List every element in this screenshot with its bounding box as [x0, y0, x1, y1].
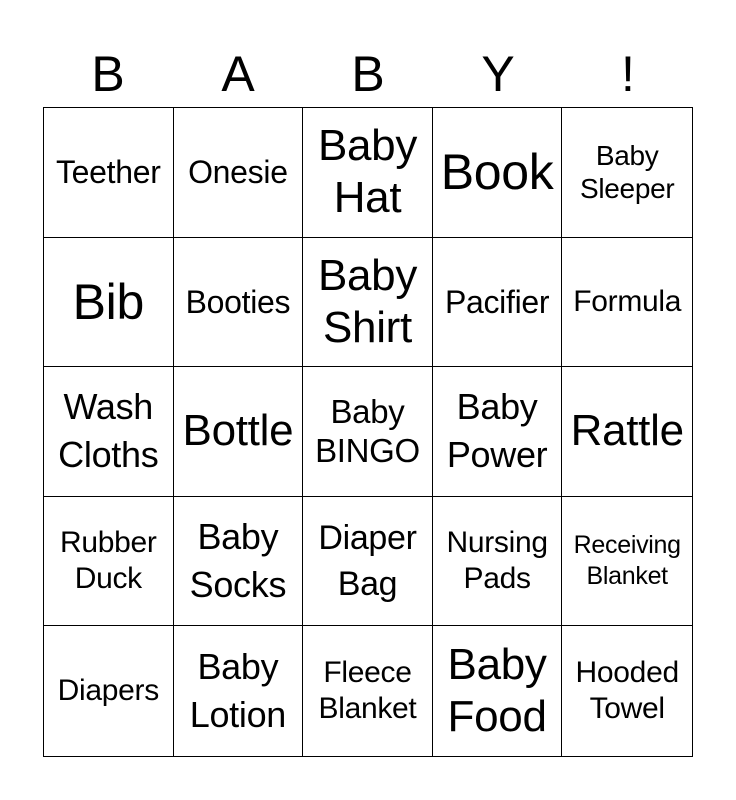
cell-label: Wash Cloths	[58, 386, 159, 476]
cell-label: Book	[440, 144, 554, 201]
header-letter-b1: B	[91, 46, 125, 102]
cell-label: Formula	[573, 284, 682, 318]
bingo-cell[interactable]	[562, 238, 692, 368]
cell-label: Diapers	[57, 674, 159, 708]
cell-label: Pacifier	[444, 283, 550, 320]
cell-label: Rattle	[570, 406, 684, 456]
cell-label: Rubber Duck	[60, 526, 157, 596]
cell-label: Baby Socks	[189, 516, 287, 606]
bingo-cell[interactable]	[303, 238, 433, 368]
bingo-cell[interactable]	[44, 238, 174, 368]
cell-label: Baby Food	[447, 640, 547, 742]
bingo-cell[interactable]	[44, 108, 174, 238]
bingo-cell[interactable]	[433, 238, 563, 368]
bingo-cell[interactable]	[303, 497, 433, 627]
cell-label: Hooded Towel	[575, 656, 679, 726]
bingo-cell[interactable]	[174, 238, 304, 368]
bingo-board	[43, 107, 693, 757]
bingo-header	[43, 40, 693, 108]
bingo-cell[interactable]	[44, 497, 174, 627]
bingo-cell[interactable]	[174, 367, 304, 497]
bingo-cell[interactable]	[562, 367, 692, 497]
cell-label: Teether	[55, 154, 161, 191]
header-letter-a: A	[221, 46, 255, 102]
bingo-cell[interactable]	[562, 497, 692, 627]
bingo-cell[interactable]	[562, 626, 692, 756]
header-letter-b2: B	[351, 46, 385, 102]
header-letter-y: Y	[481, 46, 515, 102]
bingo-cell[interactable]	[433, 626, 563, 756]
bingo-cell[interactable]	[433, 367, 563, 497]
bingo-free-cell[interactable]	[303, 367, 433, 497]
header-letter-exclamation: !	[621, 46, 635, 102]
cell-label: Receiving Blanket	[573, 530, 681, 591]
cell-label: Nursing Pads	[446, 526, 548, 596]
bingo-cell[interactable]	[562, 108, 692, 238]
cell-label: Bib	[72, 273, 144, 330]
bingo-cell[interactable]	[44, 367, 174, 497]
bingo-cell[interactable]	[433, 108, 563, 238]
cell-label: Baby Lotion	[189, 646, 287, 736]
bingo-cell[interactable]	[303, 108, 433, 238]
cell-label: Onesie	[188, 154, 288, 191]
cell-label: Fleece Blanket	[318, 656, 417, 726]
bingo-cell[interactable]	[174, 497, 304, 627]
cell-label: Baby Sleeper	[579, 139, 675, 205]
cell-label: Diaper Bag	[318, 519, 417, 604]
bingo-cell[interactable]	[303, 626, 433, 756]
bingo-cell[interactable]	[174, 626, 304, 756]
bingo-cell[interactable]	[44, 626, 174, 756]
cell-label: Booties	[185, 283, 291, 320]
cell-label: Bottle	[182, 406, 294, 456]
cell-label: Baby BINGO	[315, 392, 420, 470]
bingo-cell[interactable]	[174, 108, 304, 238]
bingo-cell[interactable]	[433, 497, 563, 627]
cell-label: Baby Hat	[317, 121, 418, 223]
cell-label: Baby Power	[446, 386, 548, 476]
cell-label: Baby Shirt	[317, 250, 418, 352]
